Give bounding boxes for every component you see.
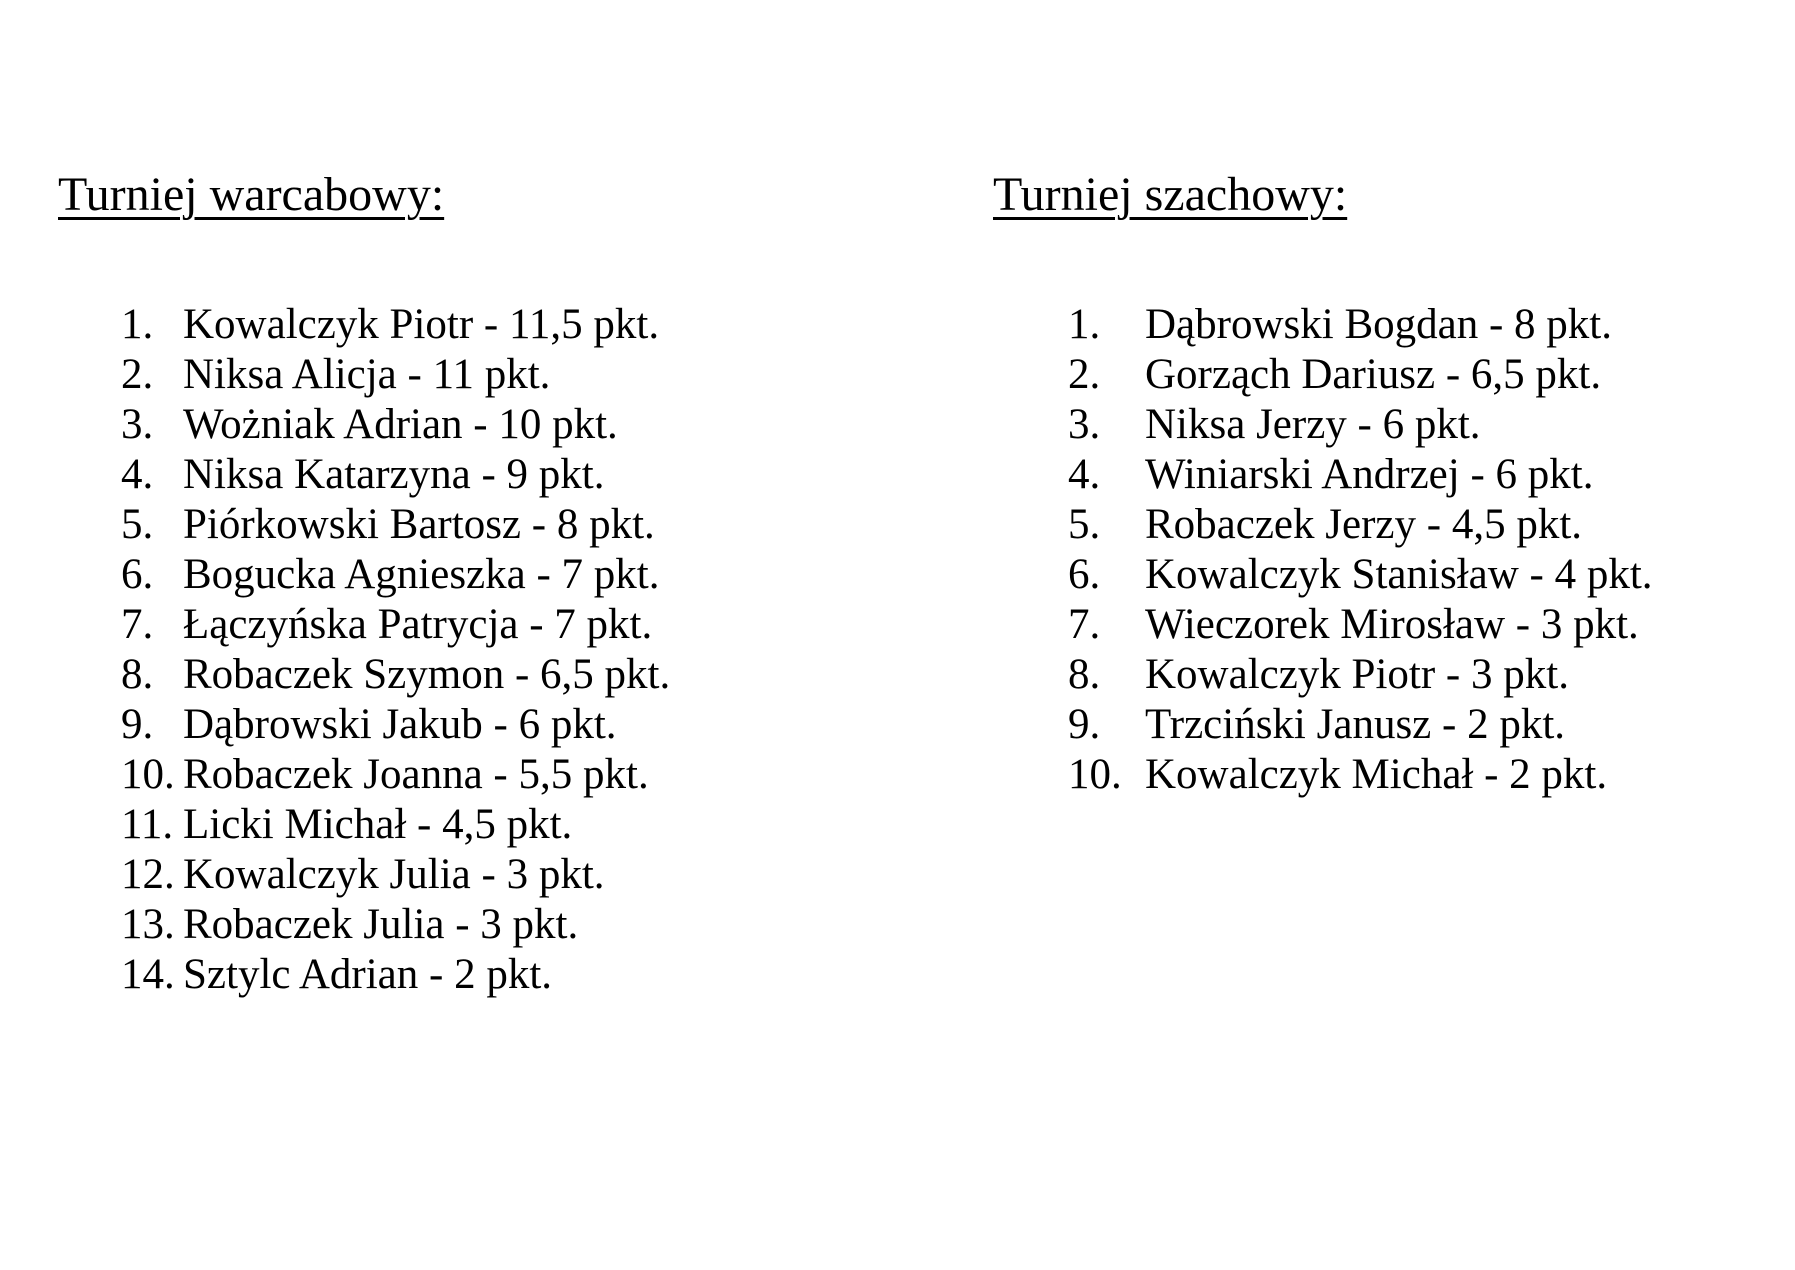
item-number: 9.	[1068, 701, 1101, 748]
item-text: Kowalczyk Piotr - 3 pkt.	[1145, 651, 1569, 698]
item-number: 5.	[1068, 501, 1101, 548]
result-item	[58, 500, 670, 550]
tournament-warcaby-section	[58, 167, 670, 1000]
item-number: 1.	[121, 301, 154, 348]
result-item	[993, 400, 1653, 450]
item-text: Bogucka Agnieszka - 7 pkt.	[183, 551, 660, 598]
result-item	[58, 350, 670, 400]
item-number: 10.	[1068, 751, 1122, 798]
result-item	[58, 700, 670, 750]
item-text: Wieczorek Mirosław - 3 pkt.	[1145, 601, 1639, 648]
item-number: 6.	[121, 551, 154, 598]
tournament-szachy-section	[993, 167, 1653, 800]
item-number: 2.	[1068, 351, 1101, 398]
item-text: Kowalczyk Julia - 3 pkt.	[183, 851, 605, 898]
item-text: Niksa Alicja - 11 pkt.	[183, 351, 551, 398]
item-number: 4.	[1068, 451, 1101, 498]
item-number: 7.	[121, 601, 154, 648]
item-text: Dąbrowski Jakub - 6 pkt.	[183, 701, 617, 748]
result-item	[58, 900, 670, 950]
item-text: Łączyńska Patrycja - 7 pkt.	[183, 601, 653, 648]
item-text: Wożniak Adrian - 10 pkt.	[183, 401, 618, 448]
result-item	[58, 850, 670, 900]
result-item	[58, 750, 670, 800]
result-item	[58, 600, 670, 650]
item-number: 11.	[121, 801, 174, 848]
item-text: Robaczek Julia - 3 pkt.	[183, 901, 579, 948]
item-number: 8.	[1068, 651, 1101, 698]
item-text: Dąbrowski Bogdan - 8 pkt.	[1145, 301, 1612, 348]
item-text: Kowalczyk Stanisław - 4 pkt.	[1145, 551, 1653, 598]
item-number: 3.	[1068, 401, 1101, 448]
result-item	[993, 700, 1653, 750]
item-text: Licki Michał - 4,5 pkt.	[183, 801, 573, 848]
result-item	[58, 950, 670, 1000]
item-number: 13.	[121, 901, 175, 948]
result-item	[58, 800, 670, 850]
result-item	[993, 300, 1653, 350]
item-number: 8.	[121, 651, 154, 698]
item-number: 3.	[121, 401, 154, 448]
item-text: Robaczek Joanna - 5,5 pkt.	[183, 751, 649, 798]
item-text: Robaczek Szymon - 6,5 pkt.	[183, 651, 671, 698]
item-number: 5.	[121, 501, 154, 548]
item-number: 1.	[1068, 301, 1101, 348]
item-text: Robaczek Jerzy - 4,5 pkt.	[1145, 501, 1583, 548]
result-item	[993, 350, 1653, 400]
result-item	[993, 650, 1653, 700]
item-text: Kowalczyk Michał - 2 pkt.	[1145, 751, 1608, 798]
item-text: Sztylc Adrian - 2 pkt.	[183, 951, 553, 998]
item-text: Trzciński Janusz - 2 pkt.	[1145, 701, 1566, 748]
result-item	[58, 650, 670, 700]
item-text: Piórkowski Bartosz - 8 pkt.	[183, 501, 655, 548]
item-text: Winiarski Andrzej - 6 pkt.	[1145, 451, 1594, 498]
tournament-szachy-heading: Turniej szachowy:	[993, 168, 1348, 221]
item-text: Gorząch Dariusz - 6,5 pkt.	[1145, 351, 1602, 398]
result-item	[58, 550, 670, 600]
item-number: 10.	[121, 751, 175, 798]
result-item	[993, 750, 1653, 800]
tournament-szachy-results-list	[993, 300, 1653, 800]
result-item	[993, 600, 1653, 650]
result-item	[993, 450, 1653, 500]
result-item	[58, 400, 670, 450]
result-item	[58, 300, 670, 350]
result-item	[993, 550, 1653, 600]
tournament-warcaby-heading: Turniej warcabowy:	[58, 168, 445, 221]
item-number: 12.	[121, 851, 175, 898]
result-item	[58, 450, 670, 500]
item-text: Niksa Jerzy - 6 pkt.	[1145, 401, 1481, 448]
item-text: Niksa Katarzyna - 9 pkt.	[183, 451, 605, 498]
item-text: Kowalczyk Piotr - 11,5 pkt.	[183, 301, 660, 348]
item-number: 7.	[1068, 601, 1101, 648]
item-number: 6.	[1068, 551, 1101, 598]
tournament-warcaby-results-list	[58, 300, 670, 1000]
item-number: 14.	[121, 951, 175, 998]
result-item	[993, 500, 1653, 550]
item-number: 2.	[121, 351, 154, 398]
item-number: 9.	[121, 701, 154, 748]
item-number: 4.	[121, 451, 154, 498]
